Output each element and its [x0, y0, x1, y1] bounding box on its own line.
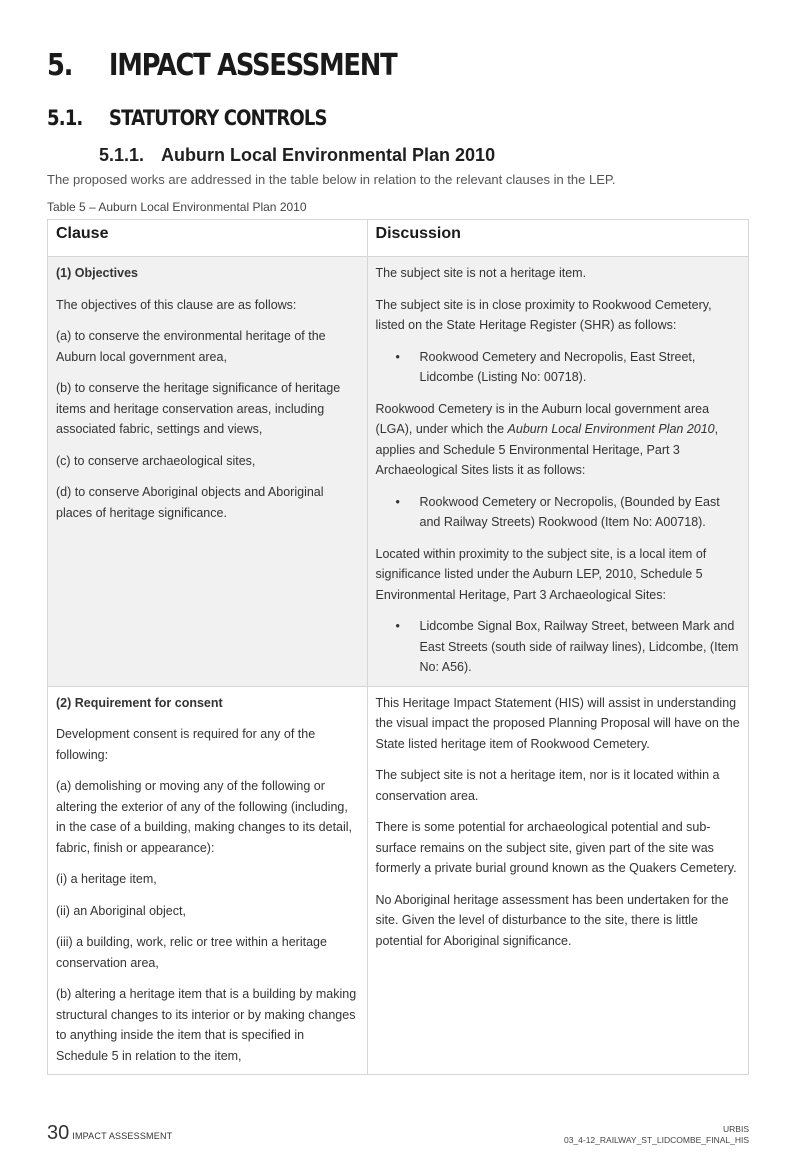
- section-heading: [47, 48, 396, 83]
- subsubsection-number: 5.1.1.: [99, 145, 145, 165]
- subsubsection-title: Auburn Local Environmental Plan 2010: [161, 145, 496, 165]
- clause-paragraph: (a) to conserve the environmental heritage of the Auburn local government area,: [56, 329, 326, 364]
- bullet-item: • Rookwood Cemetery and Necropolis, East Street, Lidcombe (Listing No: 00718).: [376, 347, 740, 388]
- clause-cell: [48, 257, 368, 687]
- discussion-paragraph: The subject site is not a heritage item, nor is it located within a conservation area.: [375, 768, 720, 803]
- discussion-paragraph: The subject site is not a heritage item.: [375, 266, 587, 280]
- subsection-number: 5.1.: [47, 106, 83, 130]
- clause-paragraph: (b) to conserve the heritage significance of heritage items and heritage conservation areas, including associated fabric, settings and views,: [56, 381, 341, 436]
- discussion-paragraph: Located within proximity to the subject site, is a local item of significance listed under the Auburn LEP, 2010, Schedule 5 Environmental Heritage, Part 3 Archaeological Sites:: [375, 546, 707, 602]
- section-number: 5.: [47, 48, 73, 83]
- plan-title-italic: Auburn Local Environment Plan 2010: [507, 422, 715, 436]
- discussion-text: Rookwood Cemetery is in the Auburn local government area (LGA), under which the: [375, 401, 710, 436]
- table-row: [48, 686, 749, 1075]
- discussion-paragraph: This Heritage Impact Statement (HIS) will assist in understanding the visual impact the proposed Planning Proposal will have on the State listed heritage item of Rookwood Cemetery.: [375, 695, 740, 751]
- bullet-item: • Lidcombe Signal Box, Railway Street, between Mark and East Streets (south side of railway lines), Lidcombe, (Item No: A56).: [376, 616, 740, 678]
- section-title: IMPACT ASSESSMENT: [108, 48, 397, 83]
- company-name: URBIS: [723, 1124, 749, 1134]
- header-clause: Clause: [48, 220, 368, 257]
- footer-section-label: IMPACT ASSESSMENT: [72, 1131, 173, 1141]
- page-footer-left: [47, 1122, 172, 1145]
- discussion-paragraph: [376, 399, 740, 481]
- clause-title: (1) Objectives: [56, 266, 138, 280]
- clause-title: (2) Requirement for consent: [56, 695, 223, 710]
- table-row: [48, 257, 749, 687]
- clause-cell: [48, 686, 368, 1075]
- bullet-item: • Rookwood Cemetery or Necropolis, (Bounded by East and Railway Streets) Rookwood (Item No: A00718).: [376, 492, 740, 533]
- header-discussion: Discussion: [367, 220, 748, 257]
- clause-paragraph: (iii) a building, work, relic or tree within a heritage conservation area,: [56, 935, 327, 970]
- subsection-heading: [47, 106, 327, 130]
- discussion-paragraph: There is some potential for archaeological potential and sub-surface remains on the subject site, given part of the site was formerly a private burial ground known as the Quakers Cemetery.: [375, 820, 737, 875]
- discussion-cell: [367, 686, 748, 1075]
- clause-paragraph: (i) a heritage item,: [56, 872, 157, 886]
- discussion-paragraph: The subject site is in close proximity to Rookwood Cemetery, listed on the State Heritage Register (SHR) as follows:: [375, 297, 712, 332]
- clause-paragraph: (d) to conserve Aboriginal objects and Aboriginal places of heritage significance.: [56, 485, 324, 520]
- clause-paragraph: The objectives of this clause are as follows:: [56, 297, 297, 312]
- intro-paragraph: The proposed works are addressed in the table below in relation to the relevant clauses in the LEP.: [47, 172, 616, 187]
- discussion-paragraph: No Aboriginal heritage assessment has been undertaken for the site. Given the level of disturbance to the site, there is little potential for Aboriginal significance.: [375, 892, 729, 948]
- clause-paragraph: (c) to conserve archaeological sites,: [56, 453, 256, 468]
- page-footer-right: [564, 1124, 749, 1146]
- subsubsection-heading: [99, 145, 495, 166]
- clause-paragraph: (a) demolishing or moving any of the following or altering the exterior of any of the following (including, in the case of a building, making changes to its detail, fabric, finish or appearance):: [56, 779, 353, 855]
- page-number: 30: [47, 1122, 70, 1144]
- lep-clauses-table: [47, 219, 749, 1075]
- clause-paragraph: (ii) an Aboriginal object,: [56, 903, 186, 918]
- table-header-row: [48, 220, 749, 257]
- subsection-title: STATUTORY CONTROLS: [108, 106, 327, 130]
- document-id: 03_4-12_RAILWAY_ST_LIDCOMBE_FINAL_HIS: [563, 1135, 749, 1145]
- discussion-cell: [367, 257, 748, 687]
- table-caption: Table 5 – Auburn Local Environmental Plan 2010: [47, 200, 307, 214]
- clause-paragraph: Development consent is required for any of the following:: [56, 727, 316, 762]
- clause-paragraph: (b) altering a heritage item that is a building by making structural changes to its interior or by making changes to anything inside the item that is specified in Schedule 5 in relation to the item,: [56, 987, 357, 1063]
- discussion-text: , applies and Schedule 5 Environmental Heritage, Part 3 Archaeological Sites lists it as follows:: [375, 422, 719, 477]
